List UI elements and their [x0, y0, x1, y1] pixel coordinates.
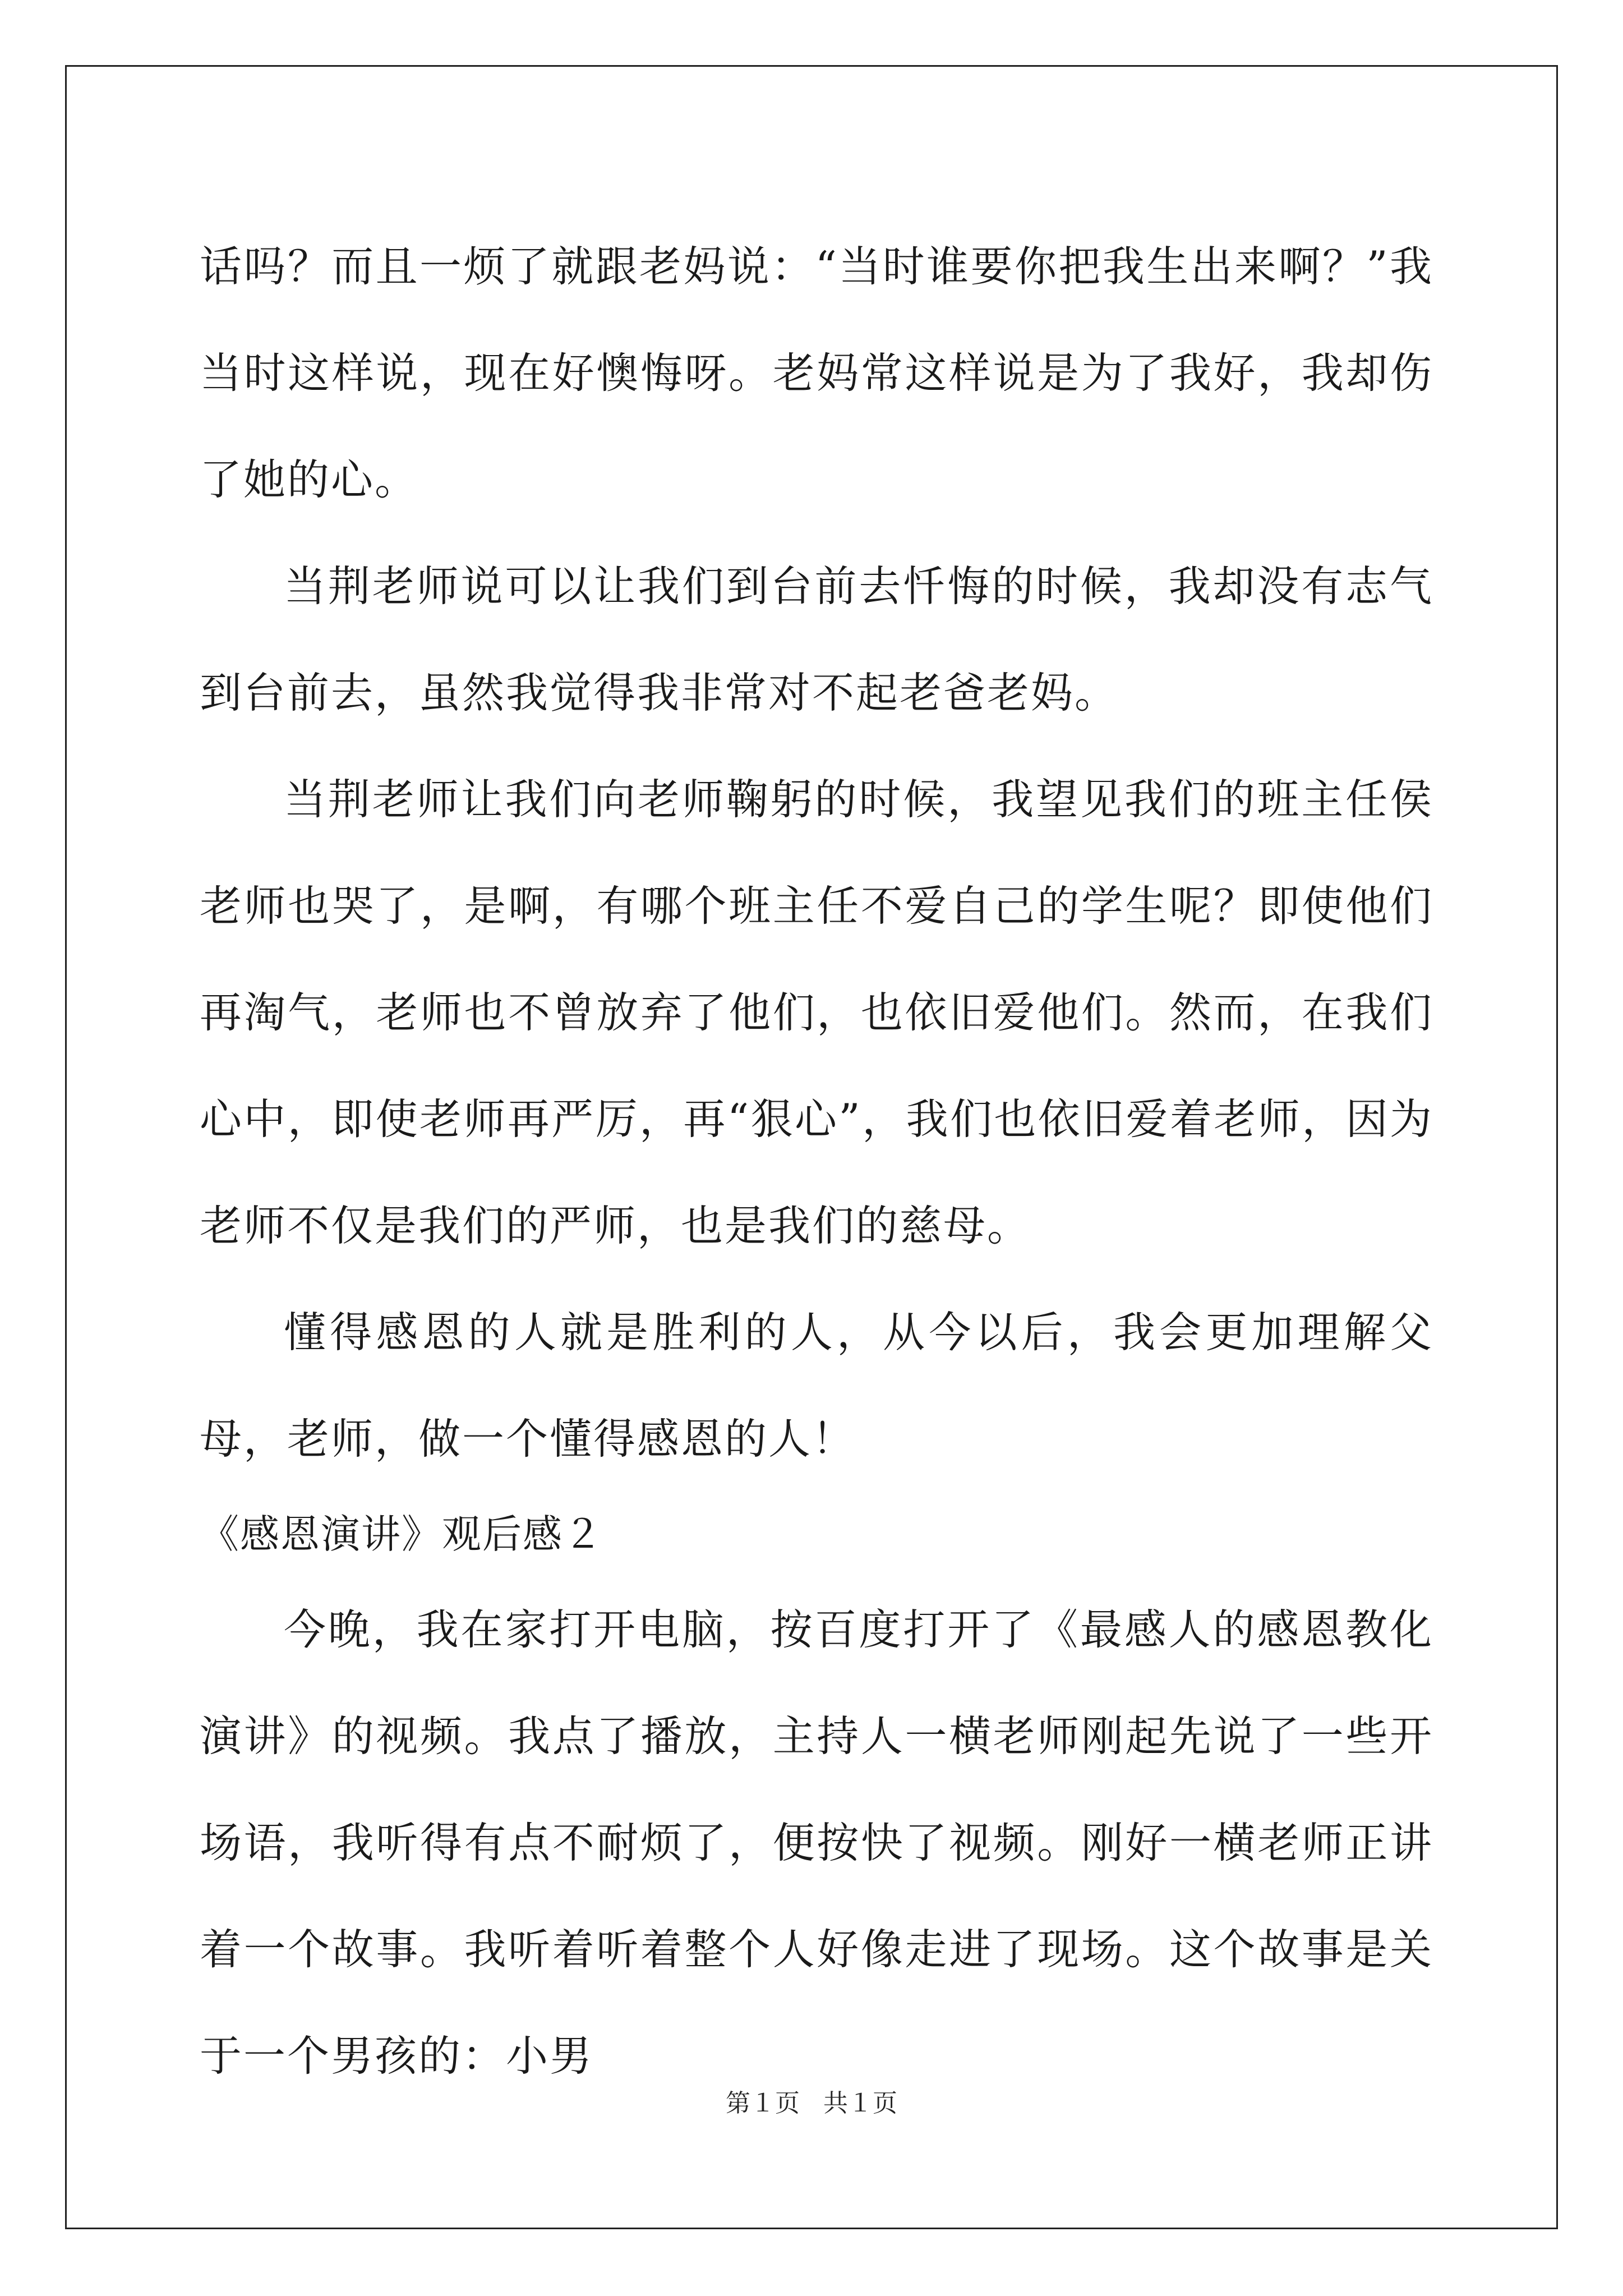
document-body — [200, 213, 1433, 2109]
page-number: 第１页 — [726, 2089, 800, 2118]
paragraph: 今晚，我在家打开电脑，按百度打开了《最感人的感恩教化演讲》的视频。我点了播放，主持人一横老师刚起先说了一些开场语，我听得有点不耐烦了，便按快了视频。刚好一横老师正讲着一个故事。我听着听着整个人好像走进了现场。这个故事是关于一个男孩的：小男 — [200, 1605, 1433, 2081]
page-total: 共１页 — [823, 2089, 897, 2118]
paragraph: 当荆老师让我们向老师鞠躬的时候，我望见我们的班主任侯老师也哭了，是啊，有哪个班主任不爱自己的学生呢？即使他们再淘气，老师也不曾放弃了他们，也依旧爱他们。然而，在我们心中，即使老师再严厉，再“狠心”，我们也依旧爱着老师，因为老师不仅是我们的严师，也是我们的慈母。 — [200, 775, 1433, 1250]
paragraph: 话吗？而且一烦了就跟老妈说：“当时谁要你把我生出来啊？”我当时这样说，现在好懊悔呀。老妈常这样说是为了我好，我却伤了她的心。 — [200, 242, 1433, 504]
paragraph: 懂得感恩的人就是胜利的人，从今以后，我会更加理解父母，老师，做一个懂得感恩的人！ — [200, 1308, 1433, 1464]
paragraph: 当荆老师说可以让我们到台前去忏悔的时候，我却没有志气到台前去，虽然我觉得我非常对不起老爸老妈。 — [200, 562, 1433, 717]
page-footer — [0, 2087, 1623, 2120]
section-heading: 《感恩演讲》观后感２ — [200, 1511, 603, 1557]
